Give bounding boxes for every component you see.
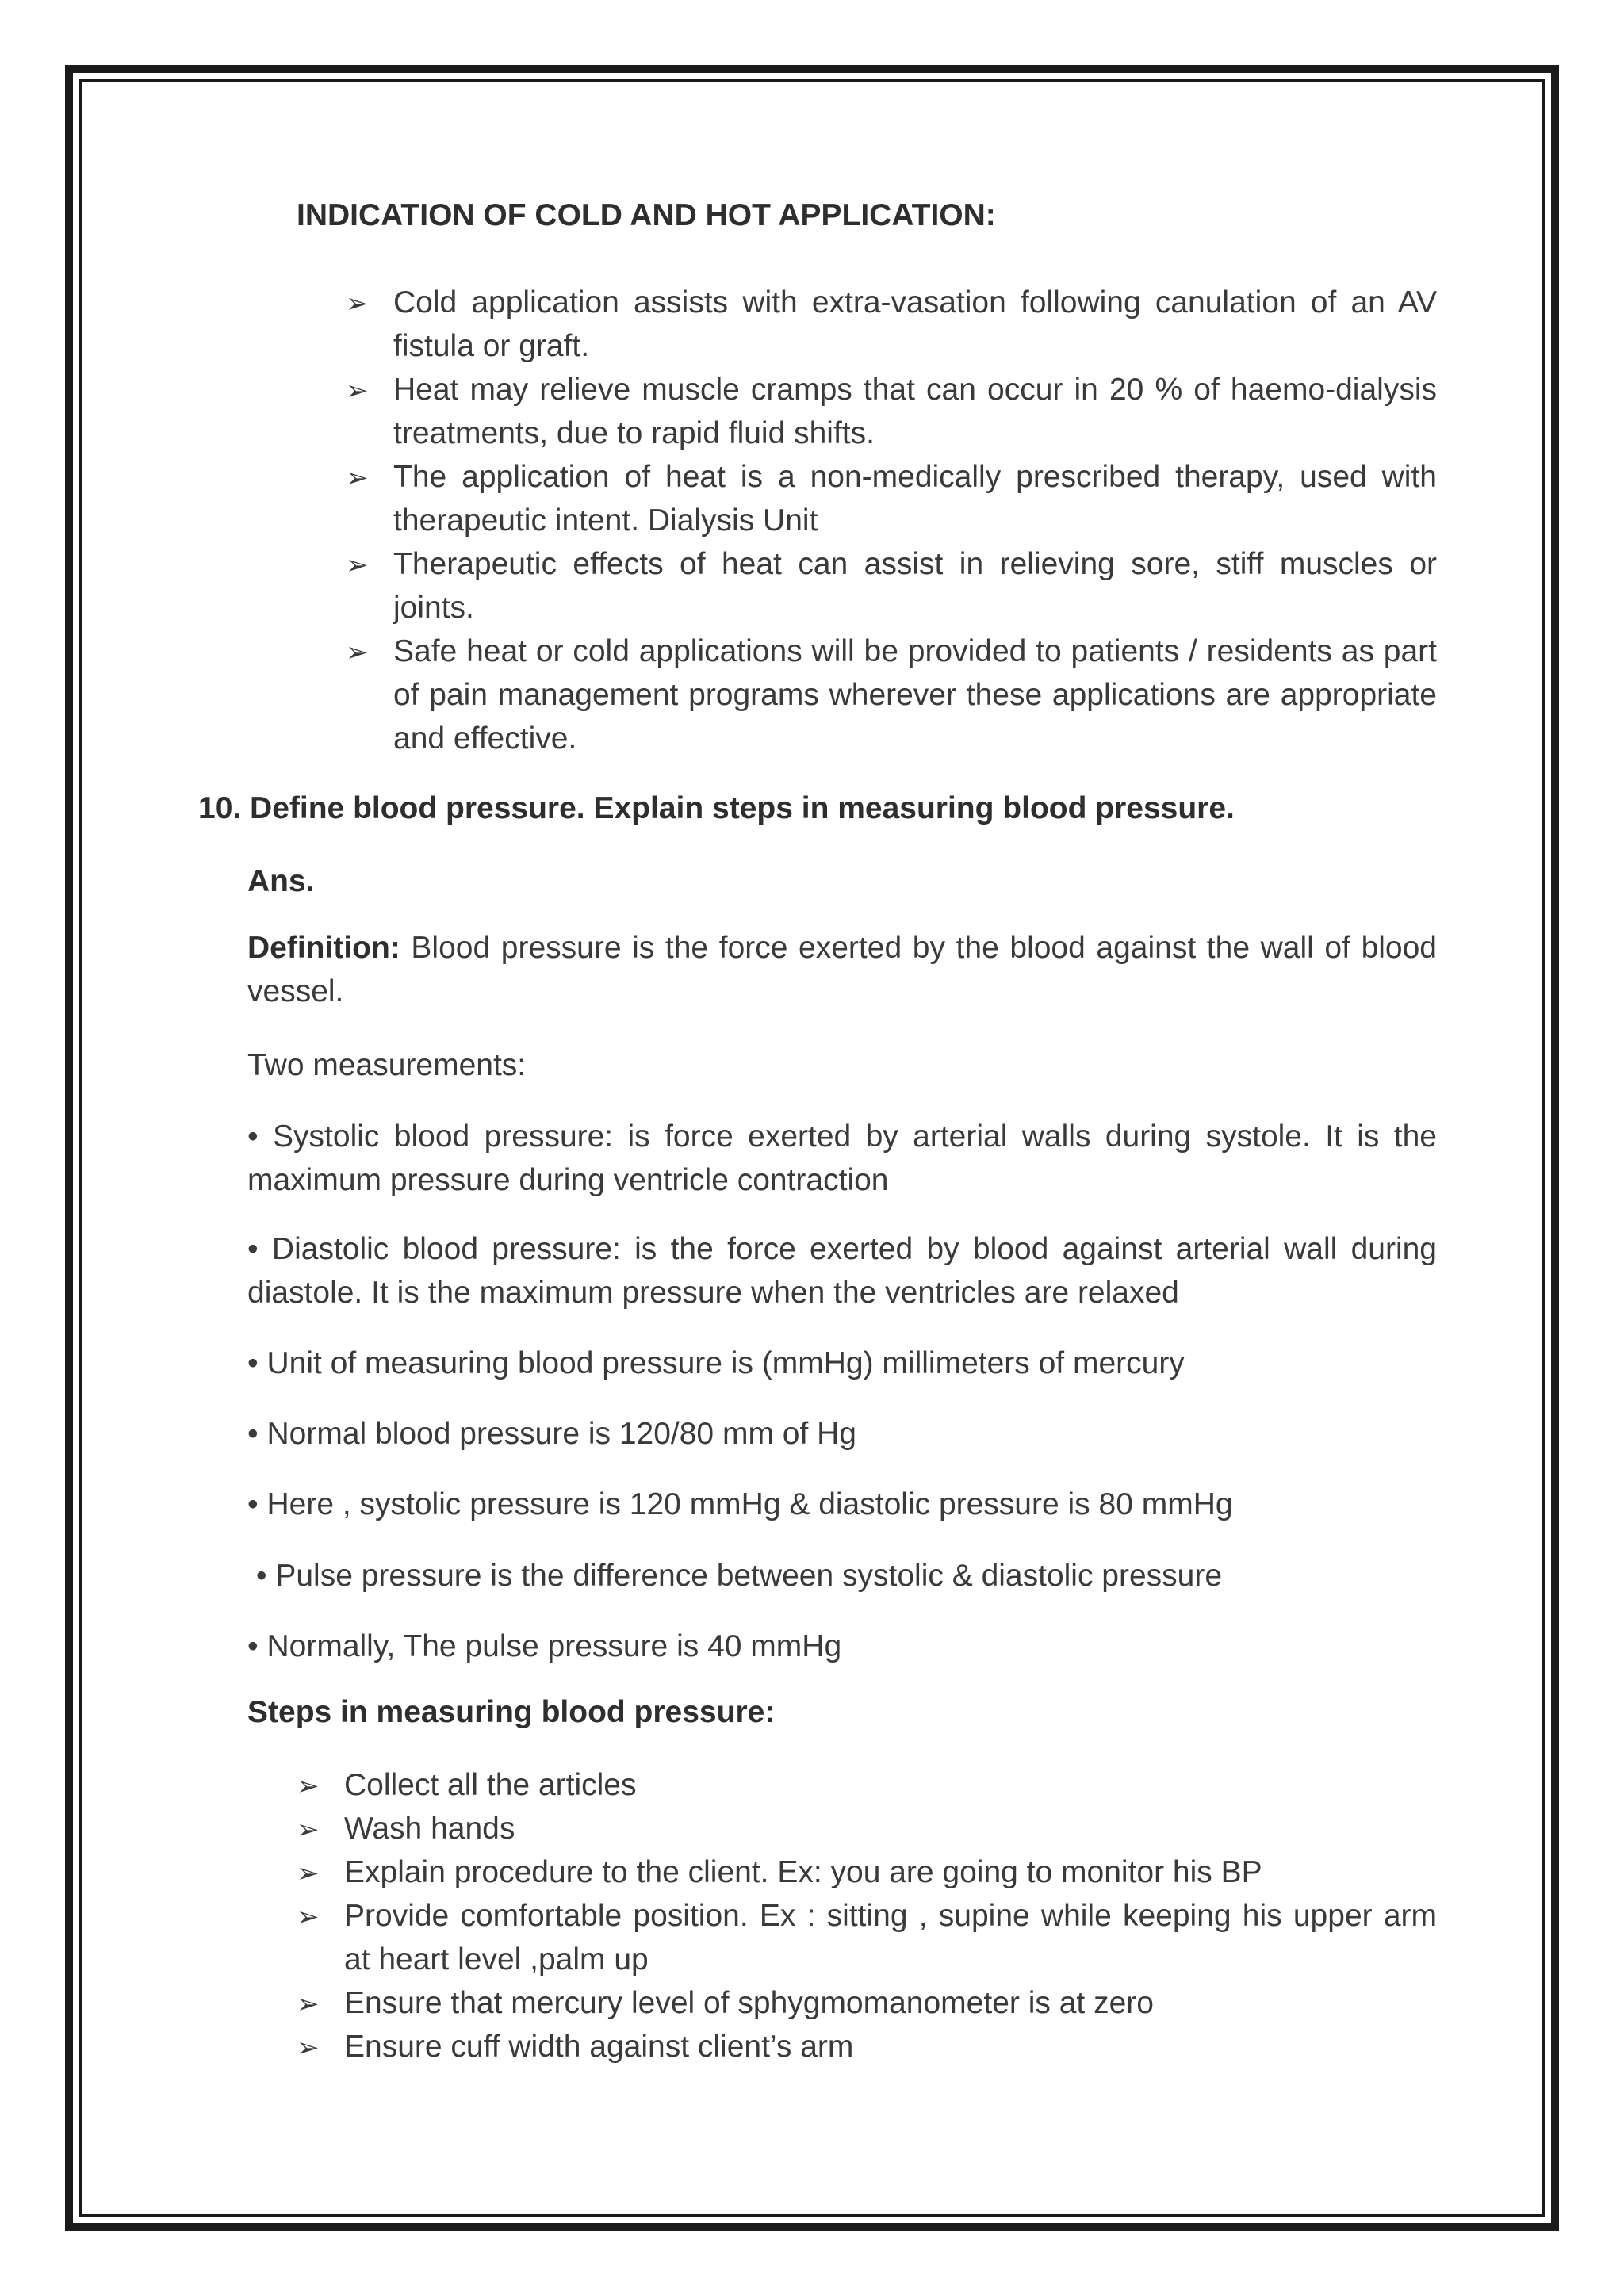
list-item: ➢ Ensure cuff width against client’s arm [344,2025,1437,2068]
arrow-bullet-icon: ➢ [297,1771,320,1801]
list-item: ➢ Provide comfortable position. Ex : sitting , supine while keeping his upper arm at heart level ,palm up [344,1894,1437,1981]
point-unit: • Unit of measuring blood pressure is (mmHg) millimeters of mercury [247,1346,1185,1380]
arrow-bullet-icon: ➢ [346,376,369,406]
list-item: ➢ Cold application assists with extra-vasation following canulation of an AV fistula or graft. [393,281,1437,368]
arrow-bullet-icon: ➢ [297,1902,320,1932]
point-here: • Here , systolic pressure is 120 mmHg & diastolic pressure is 80 mmHg [247,1487,1233,1521]
point-pulse-pressure: • Pulse pressure is the difference between systolic & diastolic pressure [247,1559,1223,1593]
arrow-bullet-icon: ➢ [346,550,369,580]
arrow-bullet-icon: ➢ [297,2033,320,2063]
question-title: 10. Define blood pressure. Explain steps in measuring blood pressure. [198,791,1235,825]
arrow-bullet-icon: ➢ [297,1858,320,1888]
arrow-bullet-icon: ➢ [346,289,369,319]
list-item: ➢ Heat may relieve muscle cramps that can occur in 20 % of haemo-dialysis treatments, due to rapid fluid shifts. [393,368,1437,455]
two-measurements-label: Two measurements: [247,1048,527,1082]
list-item: ➢ Wash hands [344,1807,1437,1850]
list-item: ➢ Collect all the articles [344,1763,1437,1807]
definition-label: Definition: [247,931,400,965]
list-item: ➢ Ensure that mercury level of sphygmomanometer is at zero [344,1981,1437,2025]
arrow-bullet-icon: ➢ [346,463,369,493]
list-item: ➢ Safe heat or cold applications will be provided to patients / residents as part of pain management programs wherever these applications are appropriate and effective. [393,629,1437,760]
list-item: ➢ The application of heat is a non-medically prescribed therapy, used with therapeutic intent. Dialysis Unit [393,455,1437,542]
point-systolic: • Systolic blood pressure: is force exerted by arterial walls during systole. It is the maximum pressure during ventricle contraction [247,1119,1437,1197]
steps-list [297,1763,1437,2068]
list-item: ➢ Explain procedure to the client. Ex: you are going to monitor his BP [344,1850,1437,1894]
point-normal-pulse: • Normally, The pulse pressure is 40 mmHg [247,1629,842,1663]
list-item: ➢ Therapeutic effects of heat can assist in relieving sore, stiff muscles or joints. [393,542,1437,629]
arrow-bullet-icon: ➢ [297,1989,320,2019]
definition-paragraph: Definition: Blood pressure is the force exerted by the blood against the wall of blood vessel. [247,931,1437,1008]
indication-list [346,281,1437,760]
point-normal-bp: • Normal blood pressure is 120/80 mm of Hg [247,1417,856,1451]
arrow-bullet-icon: ➢ [297,1815,320,1845]
answer-label: Ans. [247,864,315,898]
steps-heading: Steps in measuring blood pressure: [247,1695,776,1729]
point-diastolic: • Diastolic blood pressure: is the force exerted by blood against arterial wall during diastole. It is the maximum pressure when the ventricles are relaxed [247,1232,1437,1310]
section-heading-cold-hot: INDICATION OF COLD AND HOT APPLICATION: [297,198,996,232]
arrow-bullet-icon: ➢ [346,637,369,668]
